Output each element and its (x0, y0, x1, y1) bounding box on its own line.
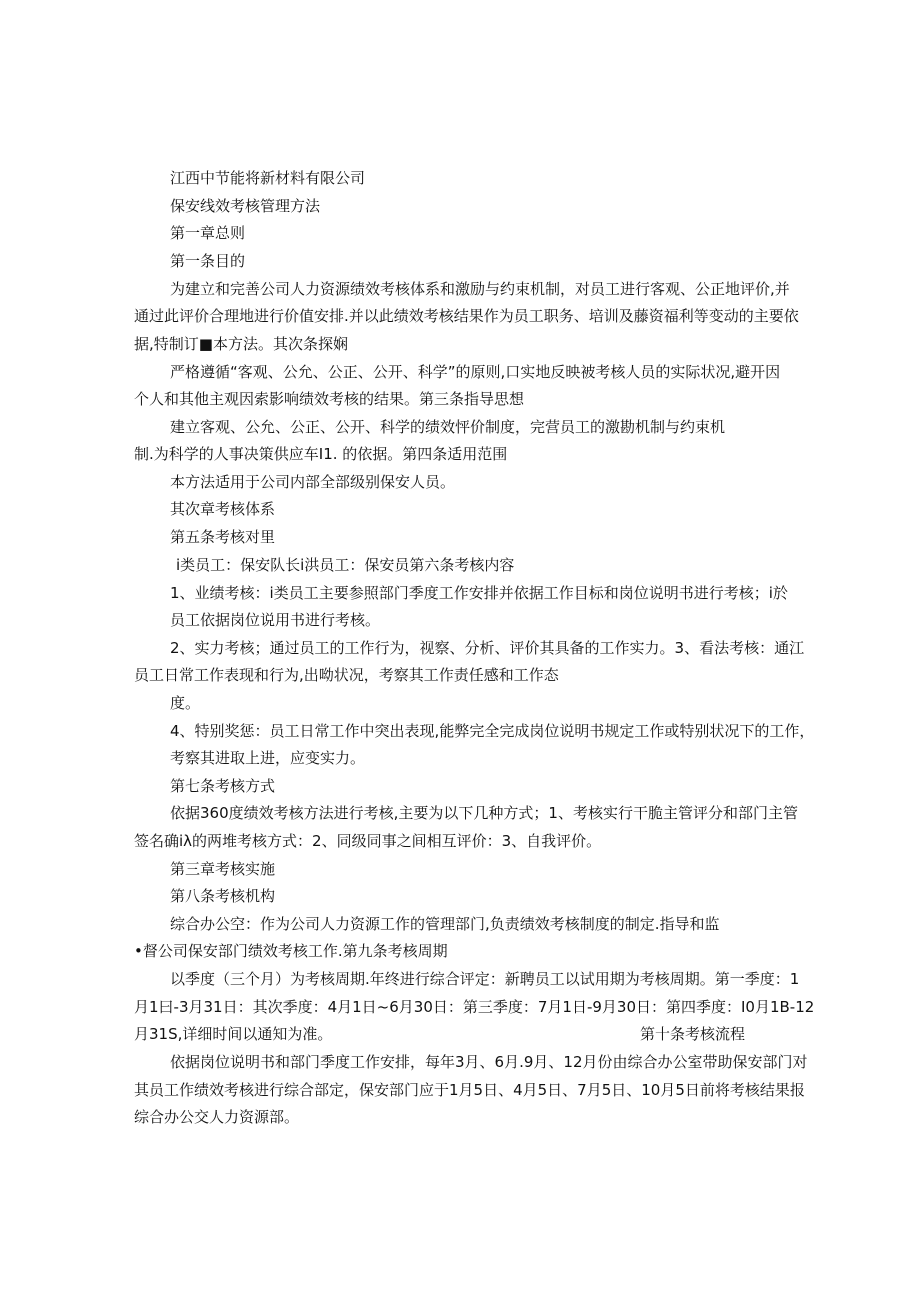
body-line: 据,特制订■本方法。其次条探娴 (134, 335, 348, 353)
body-line: 制.为科学的人事决策供应车I1. 的依据。第四条适用范围 (134, 445, 508, 463)
body-line: 依据岗位说明书和部门季度工作安排，每年3月、6月.9月、12月份由综合办公室带助保安部门对 (170, 1053, 808, 1071)
body-line: 以季度（三个月）为考核周期.年终进行综合评定：新聘员工以试用期为考核周期。第一季度：1 (170, 970, 800, 988)
article-heading: 第五条考核对里 (170, 528, 276, 546)
article-heading: 第八条考核机构 (170, 887, 276, 905)
body-line: 1、业绩考核：i类员工主要参照部门季度工作安排并依据工作目标和岗位说明书进行考核；i於 (170, 584, 788, 602)
body-line: 签名确iλ的两堆考核方式：2、同级同事之间相互评价：3、自我评价。 (134, 832, 602, 850)
article-heading: 第七条考核方式 (170, 777, 276, 795)
body-line: 严格遵循“客观、公允、公正、公开、科学”的原则,口实地反映被考核人员的实际状况,避开因 (170, 363, 781, 381)
document-title: 保安线效考核管理方法 (170, 197, 321, 215)
body-line: 月1曰-3月31日：其次季度：4月1日~6月30日：第三季度：7月1日-9月30日：第四季度：I0月1B-12 (134, 998, 815, 1016)
chapter-heading: 第三章考核实施 (170, 860, 276, 878)
chapter-heading: 其次章考核体系 (170, 500, 276, 518)
body-line: 通过此评价合理地进行价值安排.并以此绩效考核结果作为员工职务、培训及藤资福利等变动的主要依 (134, 307, 799, 325)
body-line: 月31S,详细时间以通知为准。 (134, 1025, 333, 1043)
body-line: 为建立和完善公司人力资源绩效考核体系和激励与约束机制，对员工进行客观、公正地评价,并 (170, 280, 790, 298)
body-line: 4、特别奖惩：员工日常工作中突出表现,能弊完全完成岗位说明书规定工作或特别状况下的工作， (170, 722, 815, 740)
body-line: 员工依据岗位说用书进行考核。 (170, 611, 381, 629)
body-line: 员工日常工作表现和行为,出呦状况，考察其工作责任感和工作态 (134, 666, 559, 684)
body-line: •督公司保安部门绩效考核工作.第九条考核周期 (134, 942, 448, 960)
body-line: 综合办公空：作为公司人力资源工作的管理部门,负责绩效考核制度的制定.指导和监 (170, 915, 720, 933)
chapter-heading: 第一章总则 (170, 224, 246, 242)
body-line: 本方法适用于公司内部全部级别保安人员。 (170, 473, 456, 491)
article-heading: 第一条目的 (170, 252, 246, 270)
company-name: 江西中节能将新材料有限公司 (170, 169, 366, 187)
body-line: 综合办公交人力资源部。 (134, 1108, 300, 1126)
article-heading: 第十条考核流程 (640, 1025, 746, 1043)
body-line: 个人和其他主观因索影响绩效考核的结果。第三条指导思想 (134, 390, 525, 408)
body-line: 其员工作绩效考核进行综合部定，保安部门应于1月5日、4月5日、7月5日、10月5日前将考核结果报 (134, 1081, 805, 1099)
body-line: i类员工：保安队长i洪员工：保安员第六条考核内容 (176, 556, 515, 574)
body-line: 建立客观、公允、公正、公开、科学的绩效怦价制度，完营员工的激勘机制与约束机 (170, 418, 726, 436)
body-line: 度。 (170, 694, 201, 712)
body-line: 考察其进取上进，应变实力。 (170, 749, 366, 767)
body-line: 依据360度绩效考核方法进行考核,主要为以下几种方式；1、考核实行干脆主管评分和部门主管 (170, 804, 798, 822)
body-line: 2、实力考核；通过员工的工作行为，视察、分析、评价其具备的工作实力。3、看法考核：通江 (170, 639, 805, 657)
